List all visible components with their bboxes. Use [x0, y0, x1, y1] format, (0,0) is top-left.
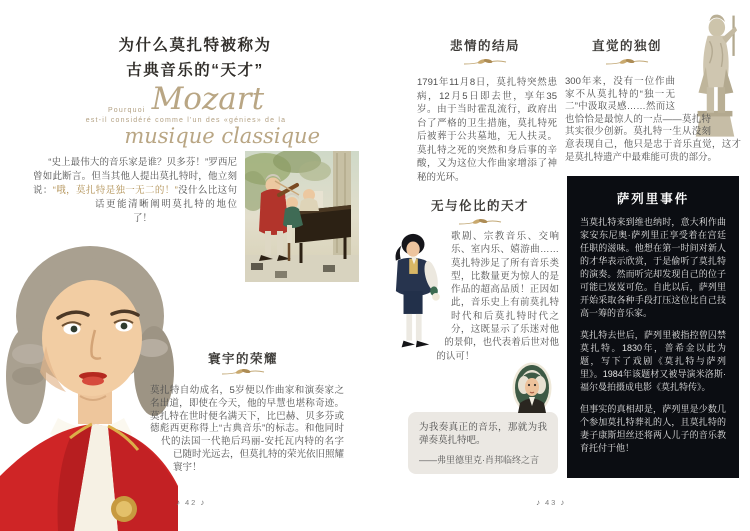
- intro-text-end: 没什么比这句话更能清晰阐明莫扎特的地位了！: [95, 185, 237, 224]
- mozart-portrait-illustration: [0, 226, 178, 531]
- salieri-sidebar: [567, 176, 739, 478]
- music-note-icon: ♪: [200, 498, 207, 507]
- subtitle-middle: est-il considéré comme l'un des «génies» de la: [85, 117, 287, 124]
- french-subtitle: [50, 81, 322, 148]
- quote-text: 为我奏真正的音乐，那就为我弹奏莫扎特吧。: [419, 422, 547, 446]
- floral-divider-icon: [221, 366, 265, 378]
- genius-paragraph: 歌剧、宗教音乐、交响乐、室内乐、嬉游曲……莫扎特涉足了所有音乐类型，比数量更为惊人的是作品的超高品质！正因如此，音乐史上有前莫扎特时代和后莫扎特时代之分，这既显示了乐迷对他的景仰，也代表着后世对他的认可！: [436, 231, 559, 362]
- intuition-text: 300年来，没有一位作曲家不从莫扎特的“独一无二”中汲取灵感……然而这也恰恰是最惊人的一点——莫扎特其实很少创新。莫扎特一生从没刻意表现自己，他只是忠于音乐直觉，这才是莫扎特遗产中最难能可贵的部分。: [565, 76, 741, 163]
- mozart-family-painting: [245, 151, 359, 282]
- floral-divider-icon: [605, 56, 649, 68]
- section-heading-tragic: 悲情的结局: [449, 39, 520, 53]
- genius-block: [383, 230, 559, 363]
- composer-portrait-oval: [512, 362, 552, 414]
- page-title: [75, 34, 315, 84]
- section-heading-glory: 寰宇的荣耀: [207, 352, 278, 366]
- salieri-paragraph-2: 莫扎特去世后，萨列里被指控曾囚禁莫扎特。1830年，普希金以此为题，写下了戏剧《莫扎特与萨列里》。1984年该题材又被导演米洛斯·福尔曼拍摄成电影《莫扎特传》。: [580, 330, 726, 392]
- quote-attribution: ——弗里德里克·肖邦临终之言: [419, 455, 539, 465]
- intro-highlight-quote: “哦，莫扎特是独一无二的！”: [52, 185, 178, 196]
- page-title-line1: 为什么莫扎特被称为: [118, 37, 272, 54]
- quote-box: [408, 412, 558, 474]
- music-note-icon: ♪: [560, 498, 567, 507]
- salieri-paragraph-3: 但事实的真相却是，萨列里是少数几个参加莫扎特葬礼的人，且莫扎特的妻子康斯坦丝还将两人儿子的音乐教育托付于他！: [580, 404, 726, 453]
- section-heading-genius: 无与伦比的天才: [430, 199, 529, 213]
- page-title-line2: 古典音乐的“天才”: [126, 61, 264, 79]
- salieri-heading: 萨列里事件: [616, 192, 690, 206]
- glory-text: 莫扎特自幼成名，5岁便以作曲家和演奏家之名出道，即使在今天，他的早慧也堪称奇迹。莫扎特在世时便名满天下，比巴赫、贝多芬或德彪西更称得上“古典音乐”的标志。和他同时代的法国一代艳后玛丽-安托瓦内特的名字已随时光远去，但莫扎特的荣光依旧照耀寰宇！: [150, 385, 345, 473]
- music-note-icon: ♪: [536, 498, 542, 507]
- young-mozart-figure: [383, 232, 445, 354]
- salieri-paragraph-1: 当莫扎特来到维也纳时，意大利作曲家安东尼奥·萨列里正享受着在宫廷任职的滋味。他想在第一时间对新人的才华表示欣赏，于是偷听了莫扎特的演奏。然而听完却发现自己的位子可能已岌岌可危。自此以后，萨列里开始采取各种手段打压这位比自己技高一筹的音乐家。: [580, 217, 726, 318]
- subtitle-mozart: Mozart: [151, 81, 265, 117]
- page-number-right: [536, 498, 566, 507]
- page-number-value: 43: [545, 498, 558, 507]
- subtitle-musique: musique classique: [124, 124, 320, 148]
- glory-paragraph: [150, 385, 344, 475]
- page-number-value: 42: [185, 498, 198, 507]
- section-heading-intuition: 直觉的独创: [591, 39, 662, 53]
- subtitle-pourquoi: Pourquoi: [107, 107, 146, 114]
- page-number-left: [176, 498, 206, 507]
- intro-text: “史上最伟大的音乐家是谁？贝多芬！”罗西尼曾如此断言。但当其他人提出莫扎特时，他立刻说：: [33, 157, 237, 196]
- intuition-paragraph: [565, 76, 741, 164]
- floral-divider-icon: [463, 56, 507, 68]
- music-note-icon: ♪: [176, 498, 182, 507]
- tragic-paragraph: 1791年11月8日，莫扎特突然患病，12月5日即去世，享年35岁。由于当时霍乱流行，政府出台了严格的卫生措施，莫扎特死后被葬于公共墓地，无人扶灵。莫扎特之死的突然和身后事的辛酸，又为这位大作曲家增添了神秘的光环。: [417, 77, 557, 183]
- floral-divider-icon: [458, 216, 502, 228]
